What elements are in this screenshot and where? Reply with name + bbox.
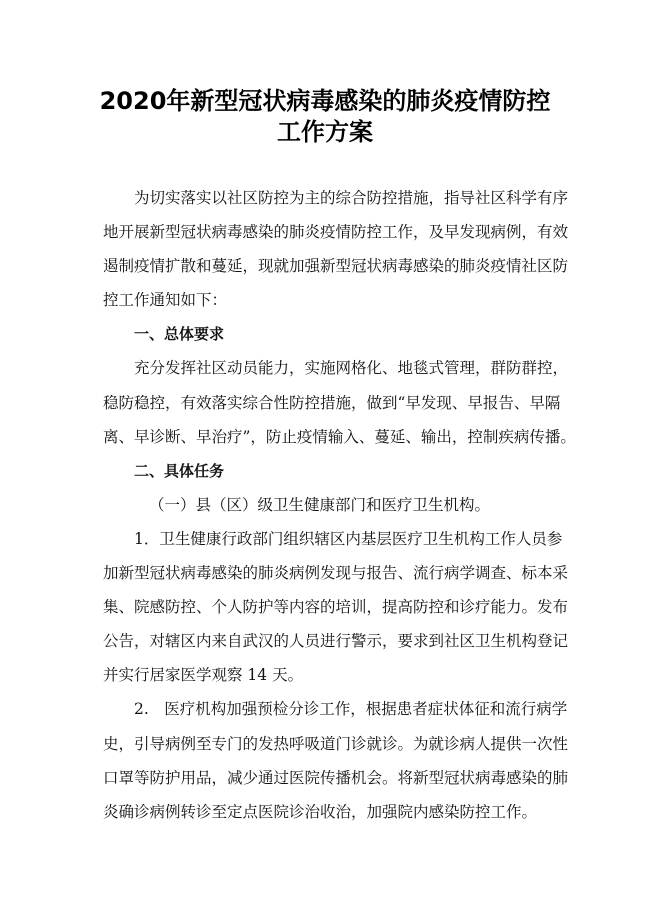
item1-line: 公告，对辖区内来自武汉的人员进行警示，要求到社区卫生机构登记 [103, 632, 569, 651]
intro-line: 地开展新型冠状病毒感染的肺炎疫情防控工作，及早发现病例，有效 [103, 223, 569, 242]
item2-line: 2. 医疗机构加强预检分诊工作，根据患者症状体征和流行病学 [134, 700, 568, 719]
document-title-line-1: 2020年新型冠状病毒感染的肺炎疫情防控 [99, 87, 551, 115]
item1-line: 1．卫生健康行政部门组织辖区内基层医疗卫生机构工作人员参 [134, 529, 563, 548]
document-title-line-2: 工作方案 [277, 118, 373, 146]
item1-line: 集、院感防控、个人防护等内容的培训，提高防控和诊疗能力。发布 [103, 598, 569, 617]
intro-line: 为切实落实以社区防控为主的综合防控措施，指导社区科学有序 [134, 189, 569, 207]
section1-line: 离、早诊断、早治疗”，防止疫情输入、蔓延、输出，控制疾病传播。 [103, 427, 576, 446]
intro-line: 遏制疫情扩散和蔓延，现就加强新型冠状病毒感染的肺炎疫情社区防 [103, 257, 569, 276]
section-heading-specific-tasks: 二、具体任务 [134, 461, 225, 480]
section1-line: 稳防稳控，有效落实综合性防控措施，做到“早发现、早报告、早隔 [103, 393, 561, 412]
item2-line: 炎确诊病例转诊至定点医院诊治收治，加强院内感染防控工作。 [103, 802, 538, 821]
item2-line: 口罩等防护用品，减少通过医院传播机会。将新型冠状病毒感染的肺 [103, 768, 569, 787]
document-body [103, 181, 576, 829]
intro-line: 控工作通知如下： [103, 291, 228, 310]
section-heading-general-requirements: 一、总体要求 [134, 325, 225, 344]
item1-line: 并实行居家医学观察 14 天。 [103, 666, 304, 685]
item1-line: 加新型冠状病毒感染的肺炎病例发现与报告、流行病学调查、标本采 [103, 564, 569, 583]
subsection-heading: （一）县（区）级卫生健康部门和医疗卫生机构。 [149, 495, 491, 514]
section1-line: 充分发挥社区动员能力，实施网格化、地毯式管理，群防群控， [134, 359, 569, 378]
item2-line: 史，引导病例至专门的发热呼吸道门诊就诊。为就诊病人提供一次性 [103, 734, 569, 753]
